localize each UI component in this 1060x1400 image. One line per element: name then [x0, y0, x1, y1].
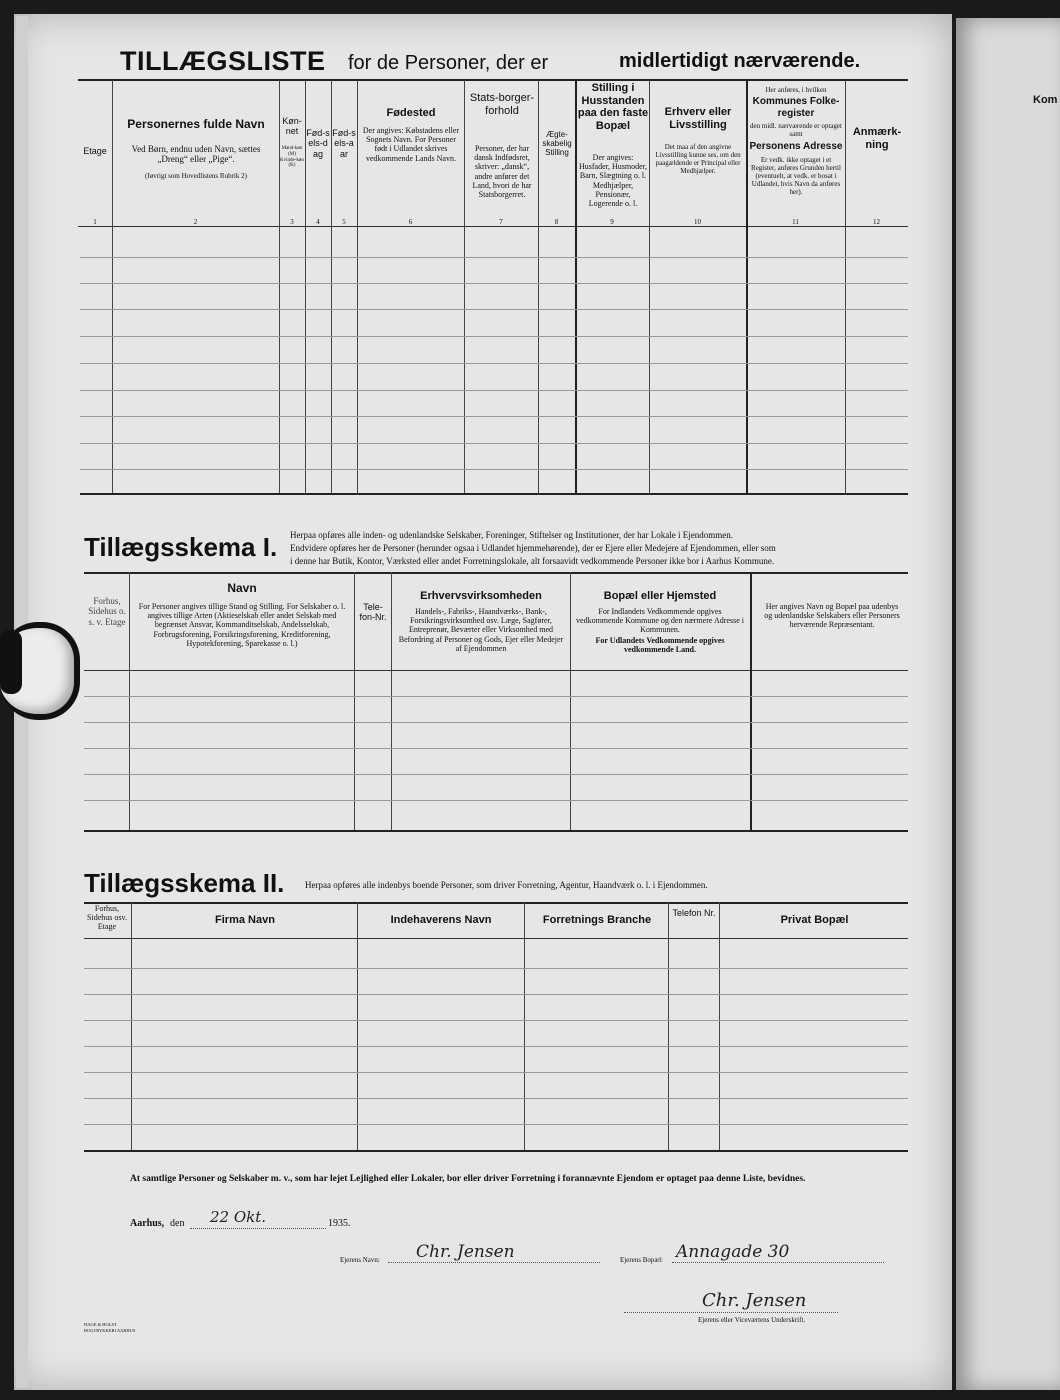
- skema1-header-phone: Tele-fon-Nr.: [359, 602, 387, 623]
- header-occupation-sub: Det maa af den angivne Livsstilling kunne ses, om den paagældende er Principal eller Medhjælper.: [655, 143, 741, 176]
- header-marital-status: Ægte-skabelig Stilling: [542, 130, 572, 158]
- skema1-header-business-sub: Handels-, Fabriks-, Haandværks-, Bank-, Forsikringsvirksomhed osv. Læge, Sagfører, Entreprenør, Beværter eller Virksomhed med Befordring af Personer og Gods, Ejer eller Medejer af Ejendommen: [398, 607, 564, 653]
- list-title-mid: for de Personer, der er: [348, 52, 549, 74]
- col-num: 8: [554, 218, 559, 226]
- footer-den: den: [170, 1218, 185, 1229]
- header-citizenship-sub: Personer, der har dansk Indfødsret, skriver: „dansk“, andre anfører det Land, hvori de har Statsborgerret.: [472, 144, 532, 199]
- footer-date-handwritten: 22 Okt.: [210, 1208, 267, 1226]
- adjacent-page-text: Kom: [1033, 94, 1058, 106]
- skema1-header-business: Erhvervsvirksomheden: [420, 590, 542, 602]
- skema2-header-owner: Indehaverens Navn: [390, 914, 492, 926]
- header-occupation: Erhverv eller Livsstilling: [664, 106, 732, 131]
- header-gender: Køn-net: [282, 116, 302, 137]
- printer-mark: HAGE & HOLST BOGTRYKKERI AARHUS: [84, 1322, 136, 1333]
- skema1-desc-2: Endvidere opføres her de Personer (herunder ogsaa i Udlandet hjemmehørende), der er Ejere eller Medejere af Ejendommen, eller som: [290, 543, 776, 553]
- owner-address-label: Ejerens Bopæl:: [620, 1256, 663, 1264]
- skema1-header-name: Navn: [227, 581, 257, 595]
- adjacent-page: [956, 18, 1060, 1390]
- col-num: 1: [93, 218, 97, 226]
- col-num: 2: [193, 218, 198, 226]
- header-register-e: Er vedk. ikke optaget i et Register, anføres Grunden hertil (eventuelt, at vedk. er bosat i Udlandet, hvis Navn da anføres her).: [751, 156, 841, 197]
- header-register-a: Her anføres, i hvilken: [765, 86, 827, 94]
- footer-statement: At samtlige Personer og Selskaber m. v., som har lejet Lejlighed eller Lokaler, bor eller driver Forretning i forannævnte Ejendom er optaget paa denne Liste, bevidnes.: [130, 1174, 806, 1184]
- signature-label: Ejerens eller Viceværtens Underskrift.: [698, 1316, 806, 1324]
- header-register-c: den midl. nærværende er optaget samt: [750, 122, 842, 139]
- footer-place: Aarhus,: [130, 1218, 165, 1229]
- skema1-header-residence: Bopæl eller Hjemsted: [603, 590, 717, 602]
- thumb-shadow: [0, 630, 22, 694]
- skema2-header-phone: Telefon Nr.: [672, 908, 716, 918]
- list-title-bold: midlertidigt nærværende.: [619, 50, 861, 72]
- skema2-header-private-address: Privat Bopæl: [780, 914, 849, 926]
- skema1-header-floor: Forhus, Sidehus o. s. v. Etage: [88, 596, 126, 627]
- header-remark: Anmærk-ning: [852, 126, 902, 151]
- col-num: 10: [694, 218, 701, 226]
- header-birth-year: Fød-sels-aar: [332, 128, 356, 159]
- skema1-title: Tillægsskema I.: [84, 532, 278, 562]
- col-num: 11: [792, 218, 799, 226]
- header-citizenship: Stats-borger-forhold: [469, 92, 535, 117]
- col-num: 4: [316, 218, 320, 226]
- col-num: 3: [290, 218, 294, 226]
- skema2-desc: Herpaa opføres alle indenbys boende Personer, som driver Forretning, Agentur, Haandværk o. l. i Ejendommen.: [305, 880, 708, 890]
- header-full-name-sub: Ved Børn, endnu uden Navn, sættes „Dreng“ eller „Pige“.: [131, 144, 261, 165]
- col-num: 12: [873, 218, 880, 226]
- header-birthplace: Fødested: [386, 107, 436, 119]
- owner-address-handwritten: Annagade 30: [676, 1242, 790, 1262]
- header-full-name: Personernes fulde Navn: [127, 117, 265, 131]
- footer-year: 1935.: [328, 1218, 351, 1229]
- header-etage: Etage: [83, 146, 107, 156]
- skema2-header-floor: Forhus, Sidehus osv. Etage: [87, 904, 127, 932]
- owner-name-handwritten: Chr. Jensen: [416, 1242, 515, 1262]
- signature-handwritten: Chr. Jensen: [702, 1290, 807, 1311]
- header-birth-day: Fød-sels-dag: [306, 128, 330, 159]
- skema1-header-residence-sub1: For Indlandets Vedkommende opgives vedkommende Kommune og den nærmere Adresse i Kommunen.: [576, 607, 744, 635]
- header-household-position: Stilling i Husstanden paa den faste Bopæl: [577, 82, 649, 132]
- owner-name-label: Ejerens Navn:: [340, 1256, 380, 1264]
- col-num: 9: [610, 218, 614, 226]
- header-register-b: Kommunes Folke-register: [752, 96, 840, 119]
- header-full-name-note: (Iøvrigt som Hovedlistens Rubrik 2): [145, 172, 247, 180]
- col-num: 5: [342, 218, 346, 226]
- header-gender-sub: Mand-køn (M) Kvinde-køn (K): [280, 146, 304, 169]
- skema1-header-residence-sub2: For Udlandets Vedkommende opgives vedkommende Land.: [595, 636, 725, 655]
- header-register-d: Personens Adresse: [749, 141, 843, 152]
- skema1-header-name-sub: For Personer angives tillige Stand og Stilling. For Selskaber o. l. angives tillige Arten (Aktieselskab eller andet Selskab med begrænset Ansvar, Kommanditselskab, Andelsselskab, Forbrugsforening, Forsikringsforening, Kreditforening, Hypotekforening, Sparekasse o. l.): [138, 602, 346, 648]
- header-household-position-sub: Der angives: Husfader, Husmoder, Barn, Slægtning o. l. Medhjælper, Pensionær, Logerende o. l.: [578, 153, 647, 208]
- col-num: 7: [499, 218, 503, 226]
- skema2-header-firm: Firma Navn: [215, 914, 275, 926]
- skema1-header-representative: Her angives Navn og Bopæl paa udenbys og udenlandske Selskabers eller Personers herværende Repræsentant.: [764, 602, 900, 630]
- header-birthplace-sub: Der angives: Købstadens eller Sognets Navn. For Personer født i Udlandet skrives vedkommende Lands Navn.: [362, 126, 460, 163]
- skema2-title: Tillægsskema II.: [84, 868, 285, 898]
- skema2-header-branch: Forretnings Branche: [542, 914, 652, 926]
- list-title-main: TILLÆGSLISTE: [120, 46, 326, 76]
- col-num: 6: [408, 218, 413, 226]
- skema1-desc-1: Herpaa opføres alle inden- og udenlandske Selskaber, Foreninger, Stiftelser og Institutioner, der har Lokale i Ejendommen.: [290, 530, 734, 540]
- skema1-desc-3: i denne har Butik, Kontor, Værksted eller andet Forretningslokale, alt forsaavidt vedkommende Personer ikke bor i Aarhus Kommune.: [290, 556, 775, 566]
